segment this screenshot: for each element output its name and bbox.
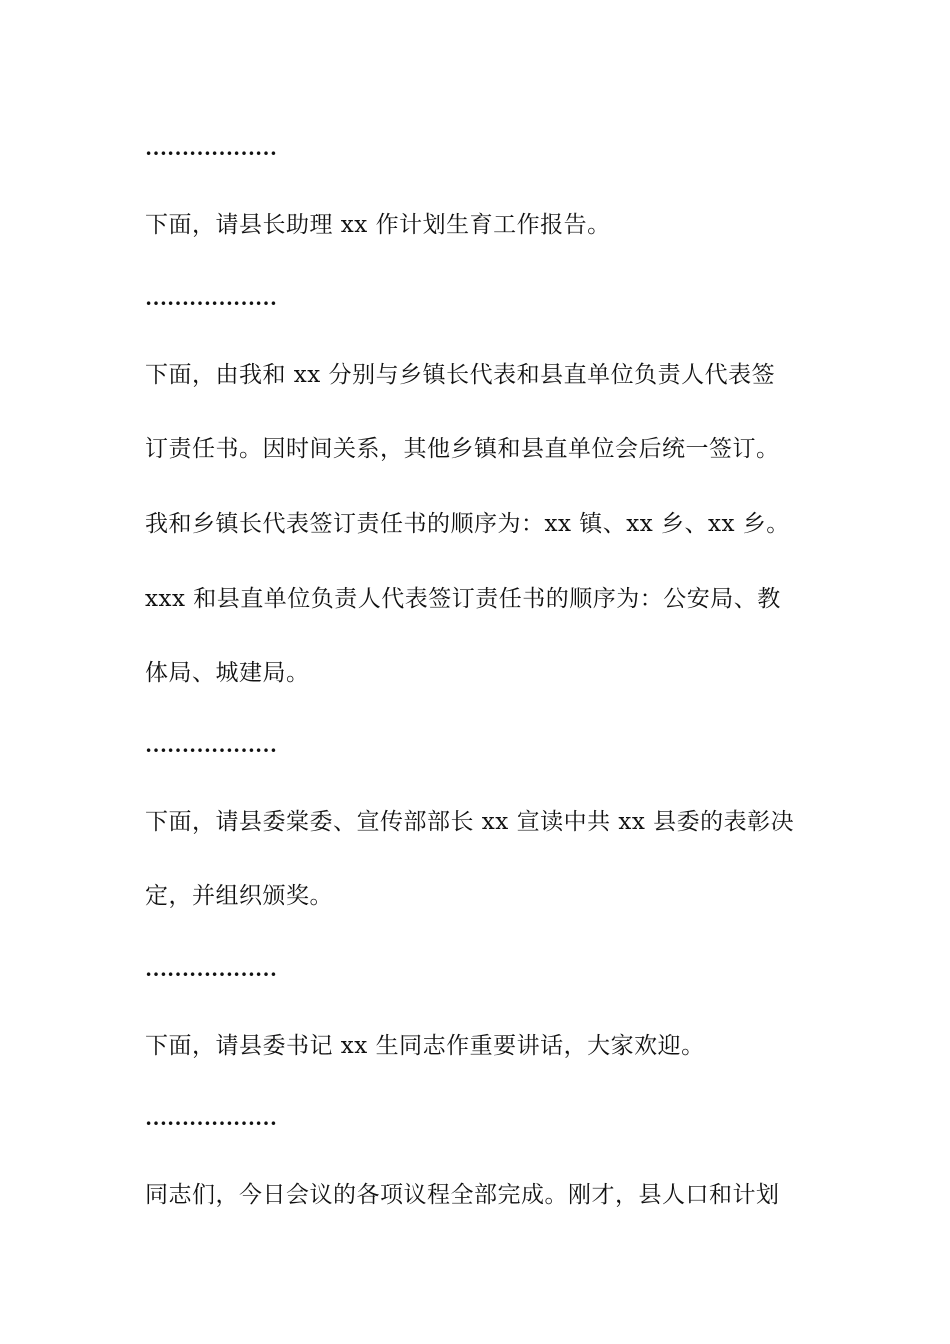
separator-dots: ………………	[145, 1105, 277, 1130]
separator-dots: ………………	[145, 285, 277, 310]
separator-dots: ………………	[145, 135, 277, 160]
paragraph-line: 订责任书。因时间关系，其他乡镇和县直单位会后统一签订。	[145, 436, 780, 462]
paragraph-line: 定，并组织颁奖。	[145, 883, 333, 909]
paragraph-line: 体局、城建局。	[145, 660, 310, 686]
paragraph-line: 下面，请县长助理 xx 作计划生育工作报告。	[145, 212, 611, 238]
paragraph-line: 下面，请县委书记 xx 生同志作重要讲话，大家欢迎。	[145, 1033, 705, 1059]
paragraph-line: 我和乡镇长代表签订责任书的顺序为：xx 镇、xx 乡、xx 乡。	[145, 511, 790, 537]
paragraph-line: 下面，由我和 xx 分别与乡镇长代表和县直单位负责人代表签	[145, 362, 776, 388]
paragraph-line: xxx 和县直单位负责人代表签订责任书的顺序为：公安局、教	[145, 586, 781, 612]
paragraph-line: 同志们，今日会议的各项议程全部完成。刚才，县人口和计划	[145, 1182, 780, 1208]
separator-dots: ………………	[145, 956, 277, 981]
separator-dots: ………………	[145, 732, 277, 757]
paragraph-line: 下面，请县委棠委、宣传部部长 xx 宣读中共 xx 县委的表彰决	[145, 809, 795, 835]
